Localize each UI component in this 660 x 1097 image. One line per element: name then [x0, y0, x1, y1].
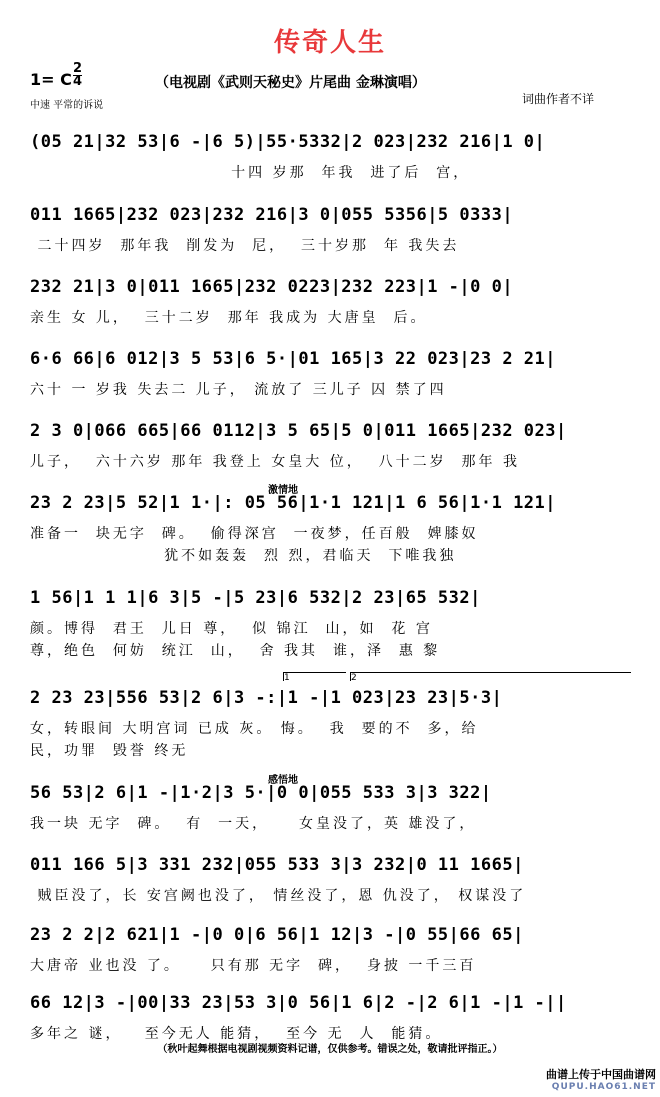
lyrics-line-2: 犹不如轰轰 烈 烈，君临天 下唯我独	[30, 548, 457, 564]
volta-second-ending: 2	[350, 672, 631, 681]
score-system	[0, 485, 660, 593]
notation-line: 66 12|3 -|00|33 23|53 3|0 56|1 6|2 -|2 6|1 -|1 -||	[30, 993, 567, 1013]
notation-line: 23 2 23|5 52|1 1·|: 05 56|1·1 121|1 6 56|1·1 121|	[30, 493, 557, 513]
site-name: 曲谱上传于中国曲谱网	[546, 1068, 656, 1081]
lyrics-line-1: 准备一 块无字 碑。 偷得深宫 一夜梦，任百般 婢膝奴	[30, 526, 479, 542]
notation-line: 011 1665|232 023|232 216|3 0|055 5356|5 0333|	[30, 205, 514, 225]
lyrics-line-1: 大唐帝 业也没 了。 只有那 无字 碑， 身披 一千三百	[30, 958, 477, 974]
expression-marking: 激情地	[268, 485, 298, 496]
lyrics-line-1: 女，转眼间 大明宫词 已成 灰。 悔。 我 要的不 多，给	[30, 721, 479, 737]
notation-line: (05 21|32 53|6 -|6 5)|55·5332|2 023|232 216|1 0|	[30, 132, 546, 152]
notation-line: 232 21|3 0|011 1665|232 0223|232 223|1 -|0 0|	[30, 277, 514, 297]
time-signature-bottom: 4	[73, 74, 83, 89]
lyrics-line-2: 民，功罪 毁誉 终无	[30, 743, 189, 759]
lyrics-line-1: 二十四岁 那年我 削发为 尼， 三十岁那 年 我失去	[30, 238, 460, 254]
time-signature-top: 2	[73, 61, 83, 76]
footnote: （秋叶起舞根据电视剧视频资料记谱，仅供参考。错误之处，敬请批评指正。）	[157, 1044, 503, 1055]
time-signature	[73, 63, 82, 88]
site-url: QUPU.HAO61.NET	[551, 1082, 656, 1092]
song-title: 传奇人生	[273, 28, 386, 58]
credit: 词曲作者不详	[522, 92, 595, 106]
expression-marking: 感悟地	[268, 775, 298, 786]
notation-line: 6·6 66|6 012|3 5 53|6 5·|01 165|3 22 023|23 2 21|	[30, 349, 557, 369]
lyrics-line-1: 儿子， 六十六岁 那年 我登上 女皇大 位， 八十二岁 那年 我	[30, 454, 520, 470]
notation-line: 56 53|2 6|1 -|1·2|3 5·|0 0|055 533 3|3 322|	[30, 783, 492, 803]
lyrics-line-1: 贼臣没了，长 安宫阙也没了， 情丝没了，恩 仇没了， 权谋没了	[30, 888, 527, 904]
key-signature: 1= C	[30, 70, 72, 89]
lyrics-line-1: 十四 岁那 年我 进了后 宫，	[30, 165, 471, 181]
site-watermark	[546, 1069, 656, 1093]
lyrics-line-1: 我一块 无字 碑。 有 一天， 女皇没了，英 雄没了，	[30, 816, 477, 832]
notation-line: 2 3 0|066 665|66 0112|3 5 65|5 0|011 1665|232 023|	[30, 421, 567, 441]
lyrics-line-1: 颜。博得 君王 儿日 尊， 似 锦江 山，如 花 宫	[30, 621, 433, 637]
notation-line: 2 23 23|556 53|2 6|3 -:|1 -|1 023|23 23|5·3|	[30, 688, 503, 708]
notation-line: 011 166 5|3 331 232|055 533 3|3 232|0 11 1665|	[30, 855, 524, 875]
score-system	[0, 673, 660, 788]
volta-first-ending: 1	[283, 672, 346, 681]
notation-line: 23 2 2|2 621|1 -|0 0|6 56|1 12|3 -|0 55|66 65|	[30, 925, 524, 945]
lyrics-line-2: 尊，绝色 何妨 统江 山， 舍 我其 谁，泽 惠 黎	[30, 643, 441, 659]
subtitle: （电视剧《武则天秘史》片尾曲 金琳演唱）	[155, 75, 426, 91]
tempo-marking: 中速 平常的诉说	[30, 100, 104, 111]
lyrics-line-1: 多年之 谜， 至今无人 能猜， 至今 无 人 能猜。	[30, 1026, 443, 1042]
lyrics-line-1: 亲生 女 儿， 三十二岁 那年 我成为 大唐皇 后。	[30, 310, 428, 326]
lyrics-line-1: 六十 一 岁我 失去二 儿子， 流放了 三儿子 囚 禁了四	[30, 382, 447, 398]
notation-line: 1 56|1 1 1|6 3|5 -|5 23|6 532|2 23|65 532|	[30, 588, 481, 608]
